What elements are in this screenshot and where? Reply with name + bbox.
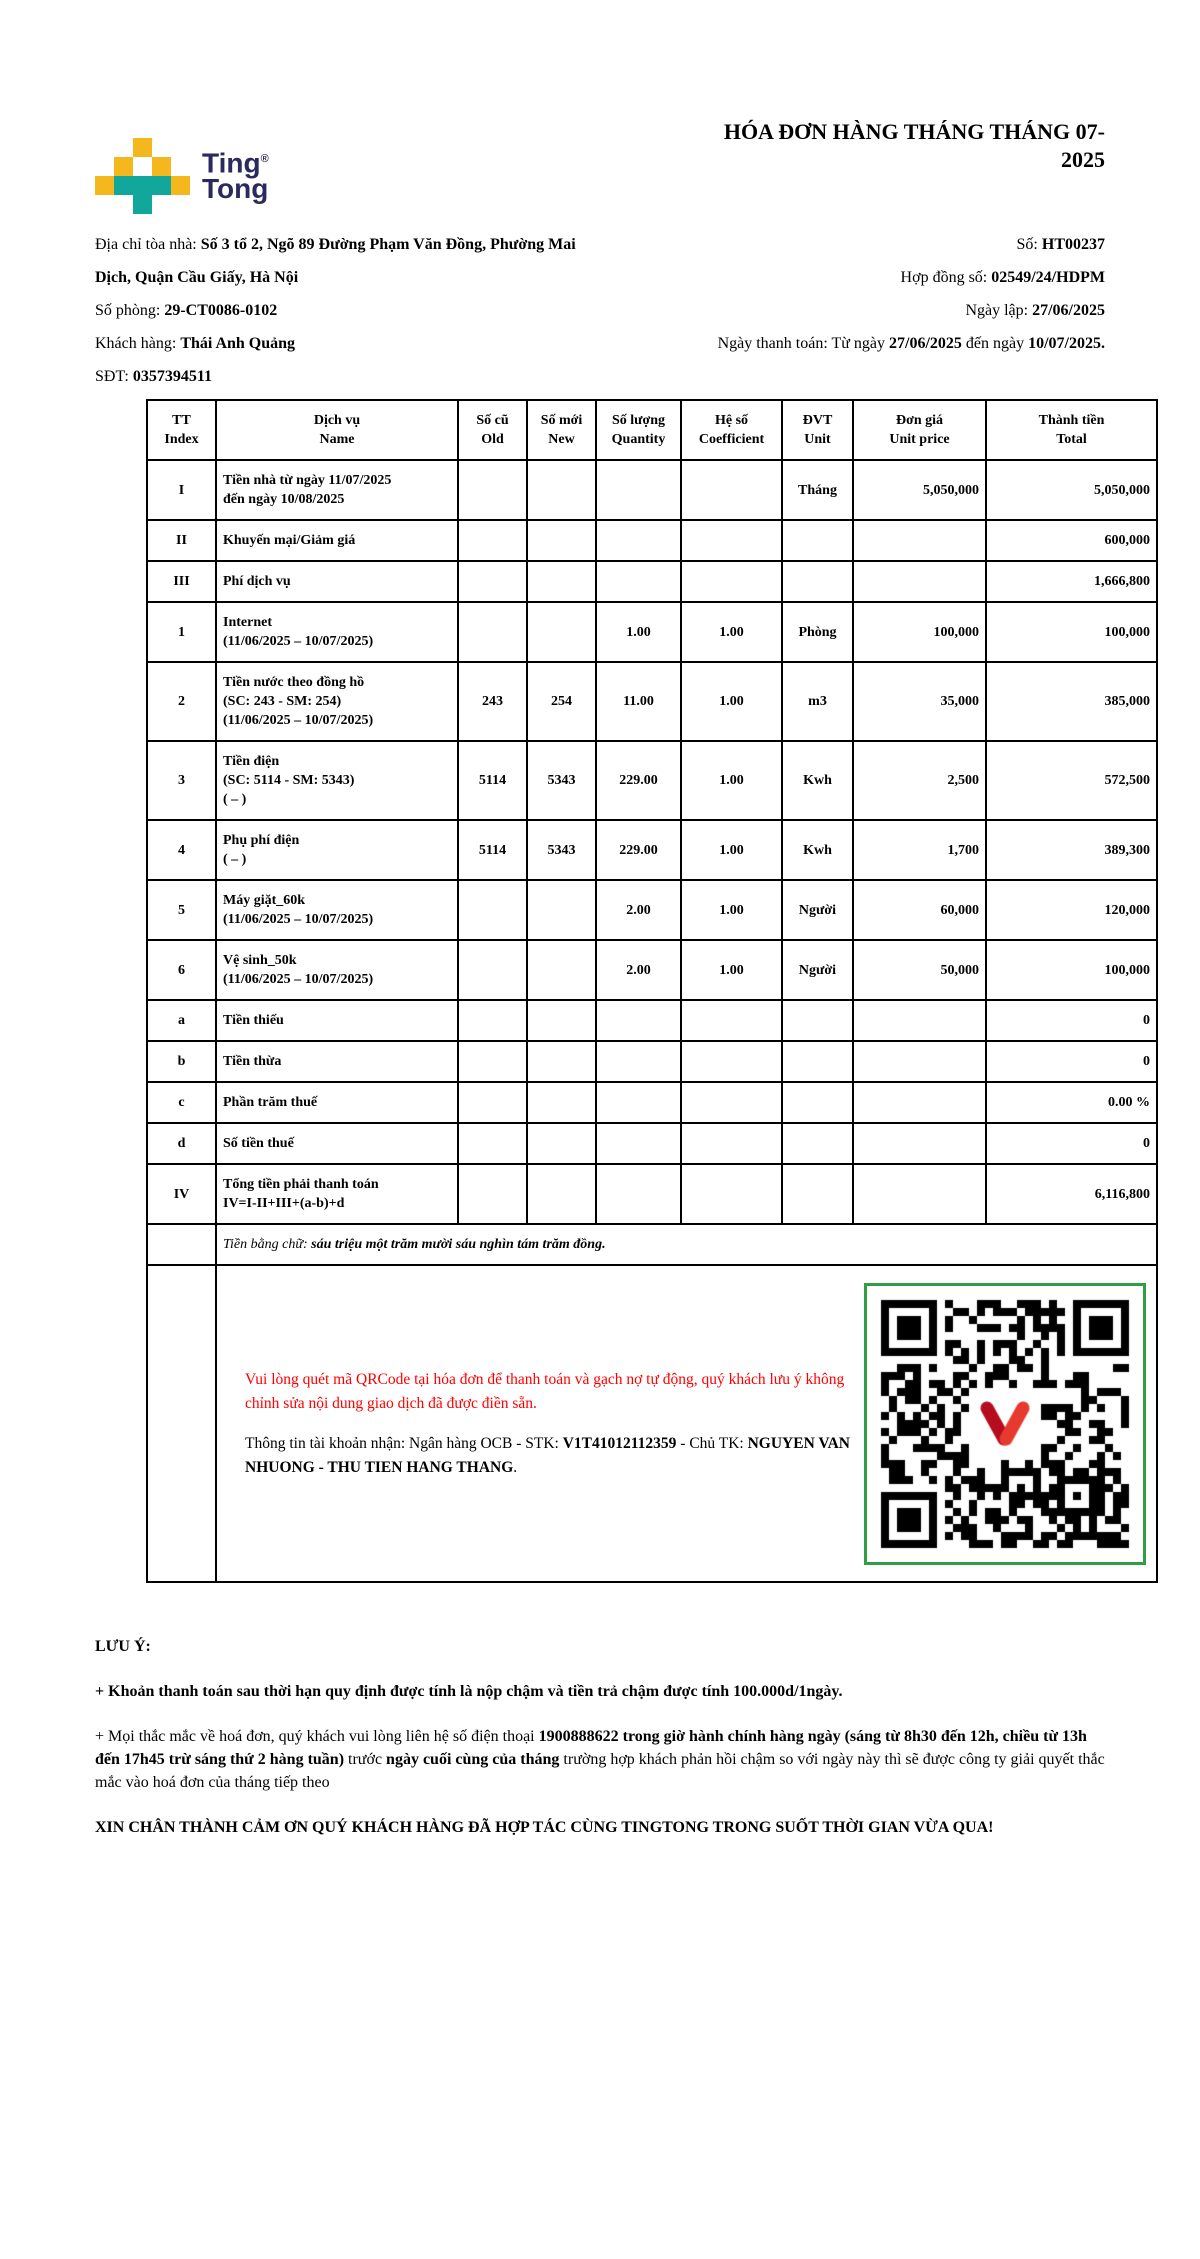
table-row [147, 940, 1157, 1000]
cell-new: 5343 [527, 820, 596, 880]
cell-coefficient: 1.00 [681, 820, 782, 880]
cell-new [527, 1082, 596, 1123]
cell-quantity: 229.00 [596, 741, 681, 820]
cell-quantity: 1.00 [596, 602, 681, 662]
column-header: Số cũ Old [458, 400, 527, 460]
cell-unit: Phòng [782, 602, 853, 662]
cell-unit: m3 [782, 662, 853, 741]
cell-empty [147, 1265, 216, 1582]
cell-new: 254 [527, 662, 596, 741]
cell-unit: Người [782, 940, 853, 1000]
table-row [147, 561, 1157, 602]
cell-service-name: Tiền thiếu [216, 1000, 458, 1041]
cell-total: 0 [986, 1041, 1157, 1082]
table-row [147, 662, 1157, 741]
cell-old: 243 [458, 662, 527, 741]
room-label: Số phòng: [95, 302, 165, 319]
cell-total: 100,000 [986, 940, 1157, 1000]
cell-empty [147, 1224, 216, 1265]
cell-unit-price [853, 1123, 986, 1164]
cell-quantity: 2.00 [596, 940, 681, 1000]
cell-service-name: Số tiền thuế [216, 1123, 458, 1164]
column-header: Số lượng Quantity [596, 400, 681, 460]
cell-unit-price [853, 1164, 986, 1224]
invoice-info [95, 228, 1105, 393]
cell-service-name: Tổng tiền phải thanh toán IV=I-II+III+(a-b)+d [216, 1164, 458, 1224]
table-row [147, 1082, 1157, 1123]
cell-index: c [147, 1082, 216, 1123]
cell-coefficient [681, 1123, 782, 1164]
cell-new [527, 1000, 596, 1041]
cell-index: III [147, 561, 216, 602]
account-info: Thông tin tài khoản nhận: Ngân hàng OCB - STK: V1T41012112359 - Chủ TK: NGUYEN VAN NHUONG - THU TIEN HANG THANG. [245, 1434, 850, 1476]
qr-code-image [864, 1283, 1146, 1565]
cell-unit [782, 561, 853, 602]
table-header-row [147, 400, 1157, 460]
table-row [147, 820, 1157, 880]
cell-unit: Kwh [782, 741, 853, 820]
cell-index: II [147, 520, 216, 561]
cell-quantity: 229.00 [596, 820, 681, 880]
logo-pixel [133, 138, 152, 157]
qr-notice-text: Vui lòng quét mã QRCode tại hóa đơn để thanh toán và gạch nợ tự động, quý khách lưu ý không chỉnh sửa nội dung giao dịch đã được điền sẵn. [245, 1370, 845, 1412]
column-header: Đơn giá Unit price [853, 400, 986, 460]
cell-service-name: Internet (11/06/2025 – 10/07/2025) [216, 602, 458, 662]
cell-index: 6 [147, 940, 216, 1000]
account-holder: NGUYEN VAN NHUONG - THU TIEN HANG THANG [245, 1434, 850, 1476]
phone-value: 0357394511 [132, 368, 212, 385]
cell-coefficient [681, 1082, 782, 1123]
cell-unit-price: 35,000 [853, 662, 986, 741]
cell-quantity: 11.00 [596, 662, 681, 741]
cell-old [458, 1000, 527, 1041]
amount-words-label: Tiền bằng chữ: [223, 1237, 312, 1252]
column-header: Thành tiền Total [986, 400, 1157, 460]
cell-new [527, 520, 596, 561]
table-row [147, 1041, 1157, 1082]
invoice-number-value: HT00237 [1041, 236, 1105, 253]
cell-old [458, 561, 527, 602]
cell-coefficient [681, 1000, 782, 1041]
cell-old [458, 520, 527, 561]
logo-pixel [133, 195, 152, 214]
logo-wordmark: Ting® Tong [202, 147, 269, 205]
hotline-number: 1900888622 trong giờ hành chính hàng ngày (sáng từ 8h30 đến 12h, chiều từ 13h đến 17h45 trừ sáng thứ 2 hàng tuần) [95, 1728, 1087, 1768]
cell-new [527, 940, 596, 1000]
cell-total: 0.00 % [986, 1082, 1157, 1123]
cell-unit [782, 1000, 853, 1041]
address-label: Địa chỉ tòa nhà: [95, 236, 201, 253]
cell-unit-price: 60,000 [853, 880, 986, 940]
cell-total: 6,116,800 [986, 1164, 1157, 1224]
cell-unit-price [853, 1041, 986, 1082]
invoice-table [146, 399, 1158, 1583]
cell-total: 385,000 [986, 662, 1157, 741]
cell-old: 5114 [458, 741, 527, 820]
table-row [147, 1164, 1157, 1224]
cell-new [527, 1123, 596, 1164]
amount-in-words-cell [216, 1224, 1157, 1265]
column-header: ĐVT Unit [782, 400, 853, 460]
cell-index: 3 [147, 741, 216, 820]
column-header: Số mới New [527, 400, 596, 460]
column-header: Hệ số Coefficient [681, 400, 782, 460]
notes-title: LƯU Ý: [95, 1638, 151, 1655]
cell-total: 600,000 [986, 520, 1157, 561]
cell-total: 572,500 [986, 741, 1157, 820]
cell-index: 1 [147, 602, 216, 662]
cell-unit [782, 520, 853, 561]
cell-quantity [596, 520, 681, 561]
logo-pixel [114, 157, 133, 176]
cell-service-name: Máy giặt_60k (11/06/2025 – 10/07/2025) [216, 880, 458, 940]
cell-unit: Tháng [782, 460, 853, 520]
table-row [147, 602, 1157, 662]
cell-new [527, 602, 596, 662]
cell-old [458, 1082, 527, 1123]
cell-new [527, 1041, 596, 1082]
cell-coefficient: 1.00 [681, 662, 782, 741]
cell-old [458, 602, 527, 662]
qr-row [147, 1265, 1157, 1582]
payment-to: 10/07/2025. [1028, 335, 1105, 352]
cell-quantity [596, 1123, 681, 1164]
logo-pixel [114, 176, 171, 195]
cell-new [527, 880, 596, 940]
cell-unit: Kwh [782, 820, 853, 880]
invoice-info-left [95, 228, 615, 393]
qr-code [864, 1283, 1146, 1565]
cell-service-name: Tiền nước theo đồng hồ (SC: 243 - SM: 254) (11/06/2025 – 10/07/2025) [216, 662, 458, 741]
table-row [147, 1123, 1157, 1164]
cell-index: 2 [147, 662, 216, 741]
phone-label: SĐT: [95, 368, 133, 385]
table-row [147, 880, 1157, 940]
cell-index: IV [147, 1164, 216, 1224]
cell-unit [782, 1123, 853, 1164]
cell-unit-price [853, 561, 986, 602]
invoice-info-right [615, 228, 1105, 393]
cell-service-name: Tiền nhà từ ngày 11/07/2025 đến ngày 10/08/2025 [216, 460, 458, 520]
note-hotline: + Mọi thắc mắc về hoá đơn, quý khách vui lòng liên hệ số điện thoại 1900888622 trong giờ hành chính hàng ngày (sáng từ 8h30 đến 12h, chiều từ 13h đến 17h45 trừ sáng thứ 2 hàng tuần) trước ngày cuối cùng của tháng trường hợp khách phản hồi chậm so với ngày này thì sẽ được công ty giải quyết thắc mắc vào hoá đơn của tháng tiếp theo [95, 1728, 1105, 1791]
cell-coefficient [681, 460, 782, 520]
cell-index: d [147, 1123, 216, 1164]
cell-service-name: Phí dịch vụ [216, 561, 458, 602]
cell-new [527, 561, 596, 602]
cell-total: 0 [986, 1123, 1157, 1164]
cell-coefficient [681, 561, 782, 602]
cell-unit-price: 50,000 [853, 940, 986, 1000]
cell-coefficient [681, 1041, 782, 1082]
column-header: TT Index [147, 400, 216, 460]
cell-unit-price [853, 520, 986, 561]
cell-new: 5343 [527, 741, 596, 820]
cell-quantity [596, 1041, 681, 1082]
address-value: Số 3 tổ 2, Ngõ 89 Đường Phạm Văn Đồng, Phường Mai Dịch, Quận Cầu Giấy, Hà Nội [95, 236, 576, 286]
column-header: Dịch vụ Name [216, 400, 458, 460]
payment-from: 27/06/2025 [889, 335, 962, 352]
cell-total: 1,666,800 [986, 561, 1157, 602]
cell-old [458, 1123, 527, 1164]
cell-unit-price: 100,000 [853, 602, 986, 662]
cell-total: 389,300 [986, 820, 1157, 880]
cell-index: b [147, 1041, 216, 1082]
cell-coefficient: 1.00 [681, 880, 782, 940]
cell-unit-price [853, 1082, 986, 1123]
cell-unit [782, 1082, 853, 1123]
cell-old: 5114 [458, 820, 527, 880]
cell-index: a [147, 1000, 216, 1041]
issue-date-value: 27/06/2025 [1032, 302, 1105, 319]
logo-pixel [171, 176, 190, 195]
footer-notes [95, 1635, 1105, 1839]
cell-index: 4 [147, 820, 216, 880]
qr-section-cell [216, 1265, 1157, 1582]
cell-quantity [596, 460, 681, 520]
contract-label: Hợp đồng số: [900, 269, 992, 286]
cell-quantity: 2.00 [596, 880, 681, 940]
cell-old [458, 1164, 527, 1224]
cell-service-name: Phụ phí điện ( – ) [216, 820, 458, 880]
cell-service-name: Vệ sinh_50k (11/06/2025 – 10/07/2025) [216, 940, 458, 1000]
cell-index: 5 [147, 880, 216, 940]
tingtong-logo [95, 138, 269, 214]
cell-old [458, 1041, 527, 1082]
cell-unit-price: 5,050,000 [853, 460, 986, 520]
registered-mark: ® [260, 153, 269, 165]
amount-in-words-row [147, 1224, 1157, 1265]
payment-mid: đến ngày [961, 335, 1029, 352]
cell-coefficient [681, 520, 782, 561]
table-row [147, 741, 1157, 820]
customer-label: Khách hàng: [95, 335, 181, 352]
room-value: 29-CT0086-0102 [164, 302, 278, 319]
account-number: V1T41012112359 [562, 1434, 677, 1452]
payment-period-label: Ngày thanh toán: Từ ngày [717, 335, 890, 352]
table-row [147, 460, 1157, 520]
payment-instructions [223, 1368, 864, 1480]
cell-quantity [596, 1082, 681, 1123]
table-row [147, 1000, 1157, 1041]
cell-total: 0 [986, 1000, 1157, 1041]
cell-index: I [147, 460, 216, 520]
cell-coefficient: 1.00 [681, 940, 782, 1000]
thank-you-message: XIN CHÂN THÀNH CẢM ƠN QUÝ KHÁCH HÀNG ĐÃ HỢP TÁC CÙNG TINGTONG TRONG SUỐT THỜI GIAN VỪA QUA! [95, 1819, 994, 1836]
cell-service-name: Tiền điện (SC: 5114 - SM: 5343) ( – ) [216, 741, 458, 820]
cell-unit [782, 1164, 853, 1224]
cell-total: 100,000 [986, 602, 1157, 662]
invoice-number-label: Số: [1016, 236, 1042, 253]
customer-value: Thái Anh Quảng [180, 335, 296, 352]
cell-quantity [596, 561, 681, 602]
logo-pixel [95, 176, 114, 195]
amount-words-value: sáu triệu một trăm mười sáu nghìn tám trăm đồng. [311, 1237, 606, 1252]
cell-coefficient: 1.00 [681, 602, 782, 662]
cell-unit-price: 2,500 [853, 741, 986, 820]
note-late-payment: + Khoản thanh toán sau thời hạn quy định được tính là nộp chậm và tiền trả chậm được tính 100.000d/1ngày. [95, 1683, 843, 1700]
contract-value: 02549/24/HDPM [991, 269, 1105, 286]
cell-coefficient: 1.00 [681, 741, 782, 820]
cell-service-name: Tiền thừa [216, 1041, 458, 1082]
cell-quantity [596, 1164, 681, 1224]
table-row [147, 520, 1157, 561]
cell-service-name: Khuyến mại/Giảm giá [216, 520, 458, 561]
cell-new [527, 1164, 596, 1224]
cell-unit-price [853, 1000, 986, 1041]
header [95, 0, 1105, 214]
logo-pixel [152, 157, 171, 176]
cell-new [527, 460, 596, 520]
cell-old [458, 940, 527, 1000]
cell-old [458, 880, 527, 940]
cell-unit: Người [782, 880, 853, 940]
cell-unit-price: 1,700 [853, 820, 986, 880]
cell-service-name: Phần trăm thuế [216, 1082, 458, 1123]
cell-coefficient [681, 1164, 782, 1224]
cell-total: 120,000 [986, 880, 1157, 940]
cell-quantity [596, 1000, 681, 1041]
cell-total: 5,050,000 [986, 460, 1157, 520]
cell-old [458, 460, 527, 520]
page-title: HÓA ĐƠN HÀNG THÁNG THÁNG 07- 2025 [723, 119, 1105, 172]
cell-unit [782, 1041, 853, 1082]
issue-date-label: Ngày lập: [965, 302, 1033, 319]
tingtong-logo-icon [95, 138, 190, 214]
